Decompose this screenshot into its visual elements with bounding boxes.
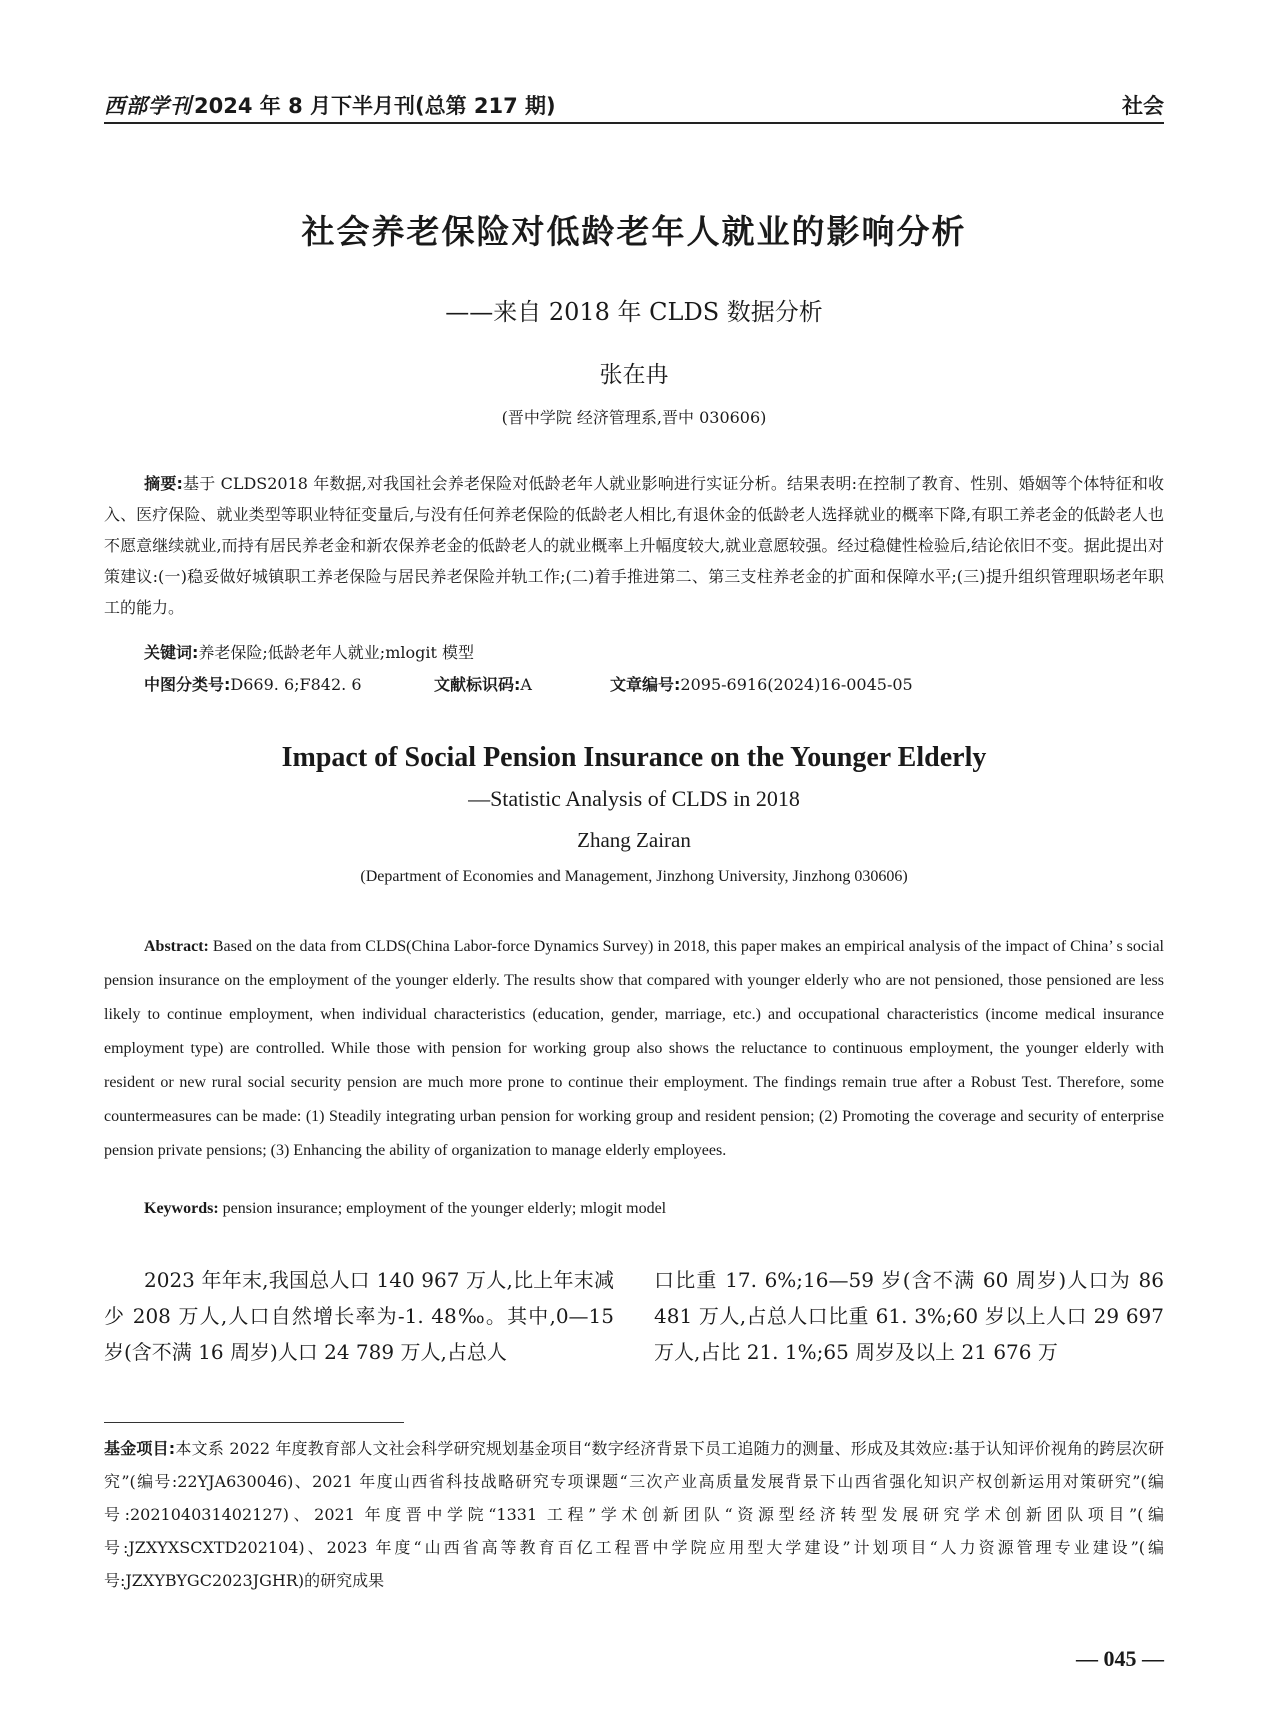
author-english: Zhang Zairan	[577, 828, 691, 852]
section-name: 社会	[1122, 94, 1164, 118]
title-chinese: 社会养老保险对低龄老年人就业的影响分析	[301, 212, 967, 251]
subtitle-chinese: ——来自 2018 年 CLDS 数据分析	[445, 298, 823, 326]
body-column-right	[654, 1262, 1164, 1370]
keywords-english-text: pension insurance; employment of the younger elderly; mlogit model	[222, 1200, 667, 1217]
footnote-text: 本文系 2022 年度教育部人文社会科学研究规划基金项目“数字经济背景下员工追随力的测量、形成及其效应:基于认知评价视角的跨层次研究”(编号:22YJA630046)、2021 年度山西省科技战略研究专项课题“三次产业高质量发展背景下山西省强化知识产权创新运用对策研究”(编号:202104031402127)、2021 年度晋中学院“1331 工程”学术创新团队“资源型经济转型发展研究学术创新团队项目”(编号:JZXYXSCXTD202104)、2023 年度“山西省高等教育百亿工程晋中学院应用型大学建设”计划项目“人力资源管理专业建设”(编号:JZXYBYGC2023JGHR)的研究成果	[104, 1439, 1164, 1590]
journal-logo: 西部学刊	[104, 93, 192, 118]
page-number: — 045 —	[1076, 1646, 1164, 1671]
affiliation-english: (Department of Economies and Management, Jinzhong University, Jinzhong 030606)	[360, 868, 908, 885]
issue-info: 2024 年 8 月下半月刊(总第 217 期)	[194, 94, 556, 118]
body-column-left	[104, 1262, 614, 1370]
keywords-english-label: Keywords:	[144, 1200, 219, 1217]
clc-value: D669. 6;F842. 6	[230, 675, 362, 694]
footnote-rule	[104, 1422, 404, 1423]
body-left-text: 2023 年年末,我国总人口 140 967 万人,比上年末减少 208 万人,人口自然增长率为-1. 48‰。其中,0—15 岁(含不满 16 周岁)人口 24 789 万人,占总人	[104, 1268, 614, 1364]
keywords-chinese-label: 关键词:	[144, 643, 199, 662]
abstract-chinese	[104, 468, 1164, 623]
header-rule	[104, 122, 1164, 124]
abstract-chinese-text: 基于 CLDS2018 年数据,对我国社会养老保险对低龄老年人就业影响进行实证分析。结果表明:在控制了教育、性别、婚姻等个体特征和收入、医疗保险、就业类型等职业特征变量后,与没有任何养老保险的低龄老人相比,有退休金的低龄老人选择就业的概率下降,有职工养老金的低龄老人也不愿意继续就业,而持有居民养老金和新农保养老金的低龄老人的就业概率上升幅度较大,就业意愿较强。经过稳健性检验后,结论依旧不变。据此提出对策建议:(一)稳妥做好城镇职工养老保险与居民养老保险并轨工作;(二)着手推进第二、第三支柱养老金的扩面和保障水平;(三)提升组织管理职场老年职工的能力。	[104, 474, 1164, 617]
abstract-english-text: Based on the data from CLDS(China Labor-force Dynamics Survey) in 2018, this paper makes an empirical analysis of the impact of China’ s social pension insurance on the employment of the younger elderly. The results show that compared with younger elderly who are not pensioned, those pensioned are less likely to continue employment, when individual characteristics (education, gender, marriage, etc.) and occupational characteristics (income medical insurance employment type) are controlled. While those with pension for working group also shows the reluctance to continuous employment, the younger elderly with resident or new rural social security pension are much more prone to continue their employment. The findings remain true after a Robust Test. Therefore, some countermeasures can be made: (1) Steadily integrating urban pension for working group and resident pension; (2) Promoting the coverage and security of enterprise pension private pensions; (3) Enhancing the ability of organization to manage elderly employees.	[104, 938, 1164, 1159]
article-label: 文章编号:	[610, 675, 681, 694]
clc-label: 中图分类号:	[144, 675, 231, 694]
funding-footnote	[104, 1432, 1164, 1597]
keywords-english	[144, 1200, 666, 1218]
abstract-english-label: Abstract:	[144, 938, 209, 955]
doc-value: A	[520, 675, 532, 694]
abstract-chinese-label: 摘要:	[144, 474, 183, 493]
article-number	[610, 672, 913, 695]
clc-number	[144, 672, 362, 695]
running-header	[104, 84, 1164, 124]
affiliation-chinese: (晋中学院 经济管理系,晋中 030606)	[501, 408, 767, 427]
footnote-label: 基金项目:	[104, 1439, 176, 1458]
body-right-text: 口比重 17. 6%;16—59 岁(含不满 60 周岁)人口为 86 481 万人,占总人口比重 61. 3%;60 岁以上人口 29 697 万人,占比 21. 1%;65 周岁及以上 21 676 万	[654, 1268, 1164, 1364]
abstract-english	[104, 930, 1164, 1168]
subtitle-english: —Statistic Analysis of CLDS in 2018	[468, 786, 800, 811]
doc-label: 文献标识码:	[434, 675, 521, 694]
article-value: 2095-6916(2024)16-0045-05	[680, 675, 913, 694]
keywords-chinese	[144, 640, 474, 663]
author-chinese: 张在冉	[599, 362, 669, 388]
document-code	[434, 672, 532, 695]
keywords-chinese-text: 养老保险;低龄老年人就业;mlogit 模型	[198, 643, 474, 662]
title-english: Impact of Social Pension Insurance on the Younger Elderly	[281, 742, 987, 773]
journal-issue	[104, 90, 556, 120]
